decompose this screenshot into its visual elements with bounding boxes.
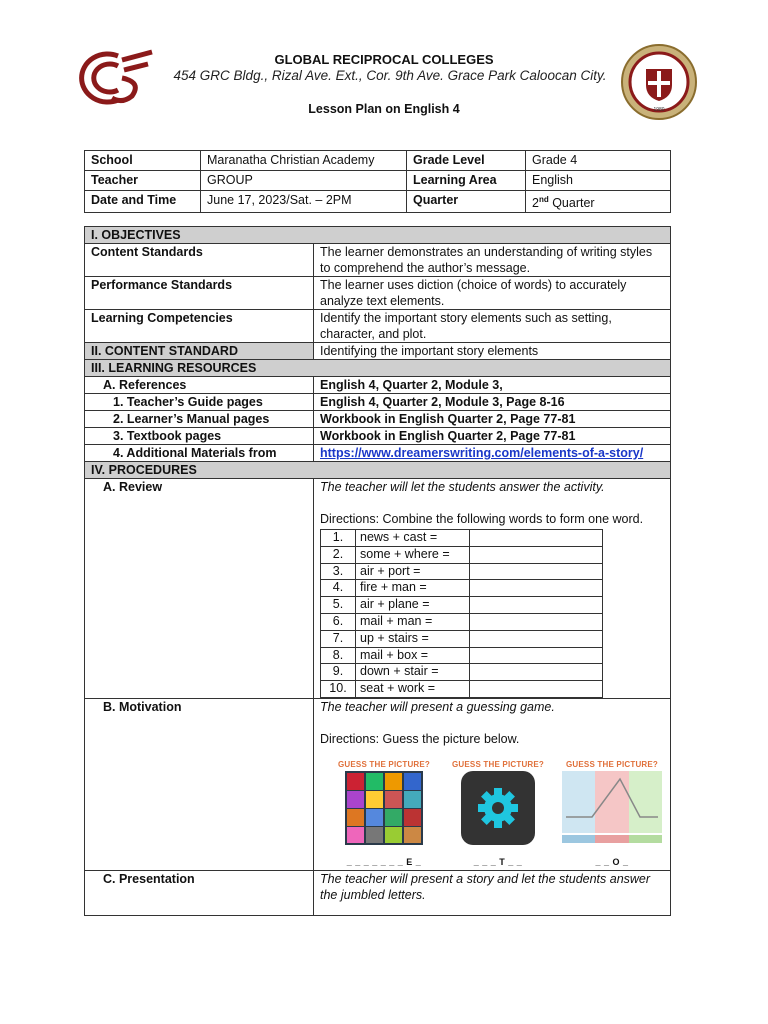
word-answer-blank[interactable] — [470, 580, 603, 597]
review-label: A. Review — [85, 479, 314, 699]
learning-competencies-label: Learning Competencies — [85, 310, 314, 343]
procedures-heading: IV. PROCEDURES — [85, 462, 671, 479]
word-number: 7. — [321, 630, 356, 647]
settings-gear-icon — [459, 771, 537, 845]
seal-year: 1980 — [653, 107, 665, 113]
word-number: 2. — [321, 546, 356, 563]
guess-title-1: GUESS THE PICTURE? — [337, 759, 431, 769]
additional-materials-cell — [314, 445, 671, 462]
word-answer-blank[interactable] — [470, 563, 603, 580]
additional-materials-label: 4. Additional Materials from — [85, 445, 314, 462]
guess-games — [332, 757, 664, 870]
textbook-label: 3. Textbook pages — [85, 428, 314, 445]
word-pair: seat + work = — [356, 681, 470, 698]
college-address: 454 GRC Bldg., Rizal Ave. Ext., Cor. 9th Ave. Grace Park Caloocan City. — [173, 68, 607, 83]
word-pair: some + where = — [356, 546, 470, 563]
motivation-cell — [314, 698, 671, 870]
guess-title-2: GUESS THE PICTURE? — [451, 759, 545, 769]
textbook-value: Workbook in English Quarter 2, Page 77-81 — [314, 428, 671, 445]
word-answer-blank[interactable] — [470, 681, 603, 698]
word-answer-blank[interactable] — [470, 647, 603, 664]
quarter-value: 2nd Quarter — [526, 191, 671, 213]
word-number: 8. — [321, 647, 356, 664]
word-pair: mail + man = — [356, 613, 470, 630]
lesson-table — [84, 226, 671, 916]
word-pair: news + cast = — [356, 530, 470, 547]
motivation-intro: The teacher will present a guessing game. — [320, 699, 555, 714]
performance-standards-value: The learner uses diction (choice of words) to accurately analyze text elements. — [314, 277, 671, 310]
word-pair: air + plane = — [356, 597, 470, 614]
word-row — [321, 681, 603, 698]
guess-game-1 — [332, 757, 436, 870]
plot-diagram-image — [562, 771, 662, 845]
quarter-label: Quarter — [407, 191, 526, 213]
guess-blank-1: _ _ _ _ _ _ _ E _ — [346, 856, 422, 867]
guess-blank-3: _ _ O _ — [595, 856, 629, 867]
word-number: 4. — [321, 580, 356, 597]
learners-manual-label: 2. Learner’s Manual pages — [85, 411, 314, 428]
word-number: 9. — [321, 664, 356, 681]
learning-competencies-value: Identify the important story elements such as setting, character, and plot. — [314, 310, 671, 343]
motivation-directions: Directions: Guess the picture below. — [320, 731, 520, 746]
guess-title-3: GUESS THE PICTURE? — [565, 759, 659, 769]
word-pair: up + stairs = — [356, 630, 470, 647]
word-row — [321, 597, 603, 614]
movie-posters-image — [345, 771, 423, 845]
grade-value: Grade 4 — [526, 151, 671, 171]
word-pair: mail + box = — [356, 647, 470, 664]
guess-blank-2: _ _ _ T _ _ — [473, 856, 523, 867]
school-value: Maranatha Christian Academy — [201, 151, 407, 171]
word-pair: down + stair = — [356, 664, 470, 681]
presentation-value: The teacher will present a story and let the students answer the jumbled letters. — [314, 870, 671, 915]
word-row — [321, 563, 603, 580]
word-number: 6. — [321, 613, 356, 630]
area-value: English — [526, 171, 671, 191]
content-standard-heading: II. CONTENT STANDARD — [85, 343, 314, 360]
word-row — [321, 580, 603, 597]
info-table — [84, 150, 671, 213]
grade-label: Grade Level — [407, 151, 526, 171]
review-intro: The teacher will let the students answer the activity. — [320, 480, 605, 494]
word-row — [321, 664, 603, 681]
date-value: June 17, 2023/Sat. – 2PM — [201, 191, 407, 213]
content-standards-label: Content Standards — [85, 244, 314, 277]
content-standards-value: The learner demonstrates an understanding of writing styles to comprehend the author’s message. — [314, 244, 671, 277]
word-row — [321, 647, 603, 664]
resources-heading: III. LEARNING RESOURCES — [85, 360, 671, 377]
guess-game-3 — [560, 757, 664, 870]
word-answer-blank[interactable] — [470, 613, 603, 630]
word-row — [321, 630, 603, 647]
word-number: 1. — [321, 530, 356, 547]
word-answer-blank[interactable] — [470, 664, 603, 681]
performance-standards-label: Performance Standards — [85, 277, 314, 310]
college-name: GLOBAL RECIPROCAL COLLEGES — [274, 52, 494, 67]
teacher-label: Teacher — [85, 171, 201, 191]
motivation-label: B. Motivation — [85, 698, 314, 870]
objectives-heading: I. OBJECTIVES — [85, 227, 671, 244]
word-pair: air + port = — [356, 563, 470, 580]
area-label: Learning Area — [407, 171, 526, 191]
word-pair: fire + man = — [356, 580, 470, 597]
word-answer-blank[interactable] — [470, 546, 603, 563]
word-row — [321, 613, 603, 630]
word-row — [321, 530, 603, 547]
word-answer-blank[interactable] — [470, 630, 603, 647]
additional-materials-link[interactable]: https://www.dreamerswriting.com/elements-of-a-story/ — [320, 446, 644, 460]
references-value: English 4, Quarter 2, Module 3, — [314, 377, 671, 394]
learners-manual-value: Workbook in English Quarter 2, Page 77-81 — [314, 411, 671, 428]
word-row — [321, 546, 603, 563]
teacher-value: GROUP — [201, 171, 407, 191]
review-cell — [314, 479, 671, 699]
word-answer-blank[interactable] — [470, 530, 603, 547]
plan-title: Lesson Plan on English 4 — [308, 102, 460, 116]
word-answer-blank[interactable] — [470, 597, 603, 614]
date-label: Date and Time — [85, 191, 201, 213]
teachers-guide-value: English 4, Quarter 2, Module 3, Page 8-16 — [314, 394, 671, 411]
references-label: A. References — [85, 377, 314, 394]
content-standard-value: Identifying the important story elements — [314, 343, 671, 360]
word-combination-table — [320, 529, 603, 698]
word-number: 10. — [321, 681, 356, 698]
presentation-label: C. Presentation — [85, 870, 314, 915]
guess-game-2 — [446, 757, 550, 870]
word-number: 5. — [321, 597, 356, 614]
school-label: School — [85, 151, 201, 171]
review-directions: Directions: Combine the following words to form one word. — [320, 512, 644, 526]
teachers-guide-label: 1. Teacher’s Guide pages — [85, 394, 314, 411]
word-number: 3. — [321, 563, 356, 580]
